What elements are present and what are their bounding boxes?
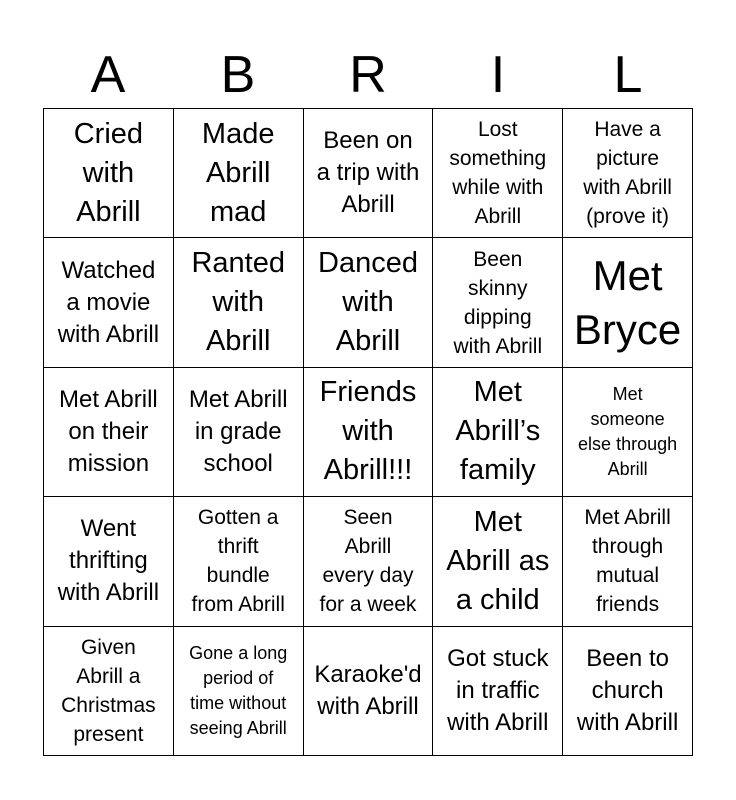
cell-text: Been to church with Abrill — [576, 644, 679, 736]
header-letter-b: B — [220, 46, 256, 104]
bingo-cell[interactable] — [44, 109, 174, 238]
cell-text: Went thrifting with Abrill — [57, 515, 160, 607]
cell-text: Gone a long period of time without seeing Abrill — [189, 642, 288, 738]
cell-text: Met Abrill as a child — [446, 505, 550, 616]
bingo-cell[interactable] — [174, 238, 304, 367]
cell-text: Met Abrill’s family — [455, 376, 541, 487]
header-letter-l: L — [613, 46, 643, 104]
cell-text: Met Abrill in grade school — [188, 385, 288, 477]
header-letter-r: R — [349, 46, 387, 104]
cell-text: Met Bryce — [573, 251, 682, 353]
bingo-cell[interactable] — [563, 109, 693, 238]
bingo-cell[interactable] — [304, 627, 434, 756]
cell-text: Karaoke'd with Abrill — [314, 660, 422, 720]
bingo-cell[interactable] — [44, 238, 174, 367]
bingo-grid — [43, 108, 693, 756]
bingo-cell[interactable] — [174, 109, 304, 238]
cell-text: Met Abrill on their mission — [59, 385, 158, 477]
header-letter-i: I — [490, 46, 506, 104]
bingo-cell[interactable] — [304, 368, 434, 497]
cell-text: Met someone else through Abrill — [578, 383, 678, 479]
bingo-cell[interactable] — [563, 627, 693, 756]
cell-text: Given Abrill a Christmas present — [61, 635, 156, 746]
bingo-cell[interactable] — [174, 368, 304, 497]
cell-text: Been on a trip with Abrill — [316, 127, 420, 219]
cell-text: Have a picture with Abrill (prove it) — [583, 118, 672, 229]
bingo-cell[interactable] — [174, 497, 304, 626]
cell-text: Ranted with Abrill — [191, 247, 285, 358]
bingo-header — [43, 42, 693, 108]
bingo-cell[interactable] — [433, 497, 563, 626]
cell-text: Been skinny dipping with Abrill — [453, 247, 543, 358]
cell-text: Got stuck in traffic with Abrill — [447, 644, 549, 736]
cell-text: Gotten a thrift bundle from Abrill — [191, 506, 285, 617]
bingo-cell[interactable] — [433, 238, 563, 367]
bingo-cell[interactable] — [563, 497, 693, 626]
cell-text: Danced with Abrill — [318, 247, 418, 358]
bingo-cell[interactable] — [563, 368, 693, 497]
bingo-cell[interactable] — [433, 627, 563, 756]
bingo-cell[interactable] — [44, 497, 174, 626]
cell-text: Watched a movie with Abrill — [57, 256, 160, 348]
bingo-cell[interactable] — [304, 497, 434, 626]
bingo-cell[interactable] — [433, 109, 563, 238]
cell-text: Lost something while with Abrill — [449, 118, 547, 229]
cell-text: Cried with Abrill — [73, 117, 144, 228]
bingo-cell[interactable] — [44, 368, 174, 497]
cell-text: Met Abrill through mutual friends — [584, 506, 671, 617]
bingo-cell[interactable] — [563, 238, 693, 367]
bingo-cell[interactable] — [174, 627, 304, 756]
cell-text: Friends with Abrill!!! — [319, 376, 417, 487]
bingo-cell[interactable] — [304, 109, 434, 238]
cell-text: Made Abrill mad — [201, 117, 275, 228]
bingo-cell[interactable] — [304, 238, 434, 367]
header-letter-a: A — [90, 46, 126, 104]
bingo-cell[interactable] — [44, 627, 174, 756]
cell-text: Seen Abrill every day for a week — [319, 506, 417, 617]
bingo-cell[interactable] — [433, 368, 563, 497]
